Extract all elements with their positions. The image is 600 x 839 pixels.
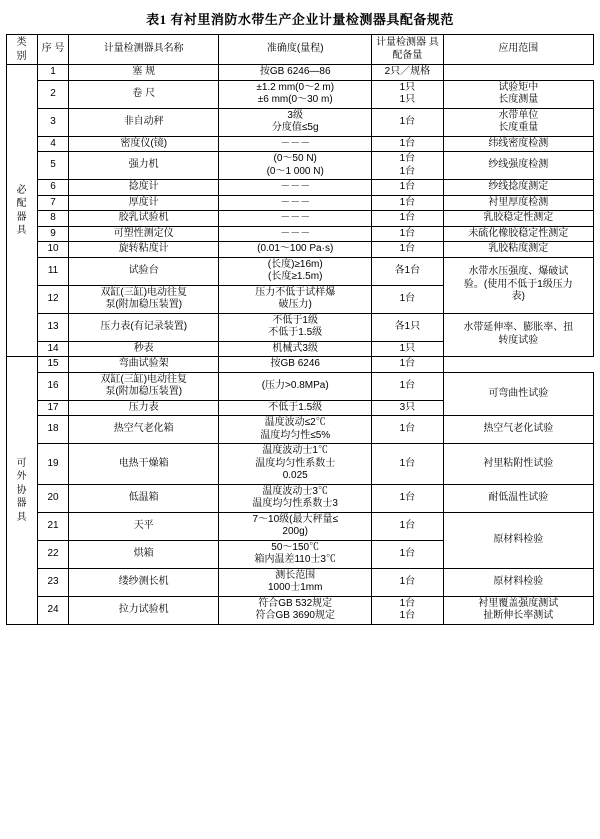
application-scope xyxy=(443,257,593,313)
column-header-category xyxy=(7,35,38,65)
row-number xyxy=(38,568,69,596)
table-row xyxy=(7,484,594,512)
instrument-name-line: 厚度计 xyxy=(128,196,159,208)
quantity xyxy=(372,568,444,596)
instrument-name-line: 电热干燥箱 xyxy=(118,457,169,469)
application-scope-line: 长度测量 xyxy=(498,94,539,105)
accuracy-range-line: (0～1 000 N) xyxy=(266,165,324,177)
quantity-line: 1台 xyxy=(399,379,416,391)
application-scope-line: 纱线强度检测 xyxy=(488,159,549,171)
accuracy-range-line: 7～10级(最大秤量≤ xyxy=(252,513,338,525)
instrument-name xyxy=(69,444,219,485)
application-scope-line: 扯断伸长率测试 xyxy=(483,610,554,621)
row-number xyxy=(38,540,69,568)
accuracy-range-line: (0～50 N) xyxy=(273,153,317,164)
specification-table xyxy=(6,34,594,625)
accuracy-range xyxy=(219,65,372,81)
instrument-name xyxy=(69,568,219,596)
row-number xyxy=(38,136,69,152)
instrument-name-line: 可塑性测定仪 xyxy=(113,227,174,239)
quantity-line: 1台 xyxy=(399,610,416,621)
application-scope-line: 未硫化橡胶稳定性测定 xyxy=(468,227,569,239)
quantity-line: 1台 xyxy=(399,165,416,177)
instrument-name-line: 胶乳试验机 xyxy=(118,212,169,223)
instrument-name-line: 秒表 xyxy=(133,342,154,354)
quantity-line: 1台 xyxy=(399,519,416,531)
row-number-line: 7 xyxy=(50,196,56,208)
instrument-name-line: 试验台 xyxy=(128,264,159,276)
quantity-line: 1台 xyxy=(399,597,416,609)
accuracy-range-line: 3级 xyxy=(287,109,303,121)
accuracy-range xyxy=(219,285,372,313)
accuracy-range xyxy=(219,568,372,596)
quantity-line: 1只 xyxy=(399,81,416,93)
application-scope-line: 验。(使用不低于1级压力 xyxy=(463,278,573,290)
table-row xyxy=(7,211,594,227)
instrument-name xyxy=(69,180,219,196)
accuracy-range-line: (长度)≥16m) xyxy=(267,258,323,270)
row-number-line: 14 xyxy=(47,342,59,354)
row-number-line: 24 xyxy=(47,603,59,615)
accuracy-range xyxy=(219,444,372,485)
accuracy-range-line: 符合GB 3690规定 xyxy=(255,610,335,621)
accuracy-range xyxy=(219,540,372,568)
application-scope xyxy=(443,80,593,108)
application-scope xyxy=(443,195,593,211)
row-number xyxy=(38,596,69,624)
accuracy-range-line: 0.025 xyxy=(282,470,308,481)
application-scope xyxy=(443,372,593,416)
accuracy-range-line: 1000士1mm xyxy=(267,582,323,593)
application-scope-line: 试验矩中 xyxy=(498,81,539,93)
application-scope-line: 水带水压强度、爆破试 xyxy=(468,266,569,278)
row-number xyxy=(38,257,69,285)
row-number xyxy=(38,226,69,242)
quantity-line: 1台 xyxy=(399,227,416,239)
quantity-line: 1台 xyxy=(399,292,416,304)
accuracy-range-line: 不低于1级 xyxy=(272,314,318,326)
instrument-name-line: 泵(附加稳压装置) xyxy=(105,299,183,310)
quantity xyxy=(372,211,444,227)
table-row xyxy=(7,195,594,211)
quantity xyxy=(372,80,444,108)
quantity-line: 1台 xyxy=(399,575,416,587)
application-scope-line: 可弯曲性试验 xyxy=(488,387,549,399)
row-number-line: 1 xyxy=(50,66,56,77)
category-char: 具 xyxy=(16,225,28,236)
instrument-name-line: 烘箱 xyxy=(133,547,154,559)
column-header-number-line1: 序 xyxy=(41,43,52,55)
application-scope-line: 原材料检验 xyxy=(493,575,544,587)
quantity xyxy=(372,242,444,258)
instrument-name-line: 拉力试验机 xyxy=(118,603,169,615)
row-number-line: 10 xyxy=(47,243,59,254)
instrument-name-line: 弯曲试验架 xyxy=(118,358,169,369)
instrument-name-line: 双缸(三缸)电动往复 xyxy=(100,373,188,385)
accuracy-range-line: (长度≥1.5m) xyxy=(268,271,323,282)
column-header-name: 计量检测器具名称 xyxy=(69,35,219,65)
quantity xyxy=(372,341,444,357)
category-char: 必 xyxy=(16,184,28,196)
row-number-line: 17 xyxy=(47,401,59,413)
category-cell xyxy=(7,65,38,357)
accuracy-range xyxy=(219,416,372,444)
accuracy-range-line: 机械式3级 xyxy=(272,342,318,354)
accuracy-range xyxy=(219,596,372,624)
table-row xyxy=(7,257,594,285)
table-row xyxy=(7,152,594,180)
category-char: 配 xyxy=(16,198,28,209)
instrument-name-line: 卷 尺 xyxy=(132,87,156,99)
column-header-number-line2: 号 xyxy=(54,43,65,55)
table-row xyxy=(7,226,594,242)
instrument-name xyxy=(69,80,219,108)
application-scope xyxy=(443,108,593,136)
row-number-line: 12 xyxy=(47,292,59,304)
accuracy-range xyxy=(219,341,372,357)
application-scope-line: 表) xyxy=(511,291,525,303)
quantity xyxy=(372,195,444,211)
application-scope-line: 转度试验 xyxy=(498,334,539,346)
accuracy-range-line: ±6 mm(0～30 m) xyxy=(257,94,333,105)
row-number xyxy=(38,372,69,400)
instrument-name xyxy=(69,540,219,568)
quantity xyxy=(372,226,444,242)
instrument-name xyxy=(69,596,219,624)
application-scope xyxy=(443,242,593,258)
row-number-line: 23 xyxy=(47,575,59,587)
quantity xyxy=(372,257,444,285)
row-number xyxy=(38,444,69,485)
accuracy-range-line: 200g) xyxy=(282,526,308,537)
accuracy-range xyxy=(219,484,372,512)
instrument-name-line: 压力表(有记录装置) xyxy=(100,320,188,332)
row-number xyxy=(38,211,69,227)
column-header-category-line1: 类 xyxy=(16,37,28,48)
accuracy-range-line: 温度波动士3℃ xyxy=(262,485,328,497)
row-number-line: 4 xyxy=(50,137,56,149)
table-row xyxy=(7,242,594,258)
row-number-line: 18 xyxy=(47,423,59,435)
quantity xyxy=(372,596,444,624)
row-number xyxy=(38,313,69,341)
instrument-name xyxy=(69,372,219,400)
column-header-accuracy: 准确度(量程) xyxy=(219,35,372,65)
row-number-line: 8 xyxy=(50,212,56,223)
instrument-name xyxy=(69,195,219,211)
quantity-line: 1台 xyxy=(399,358,416,369)
quantity-line: 3只 xyxy=(399,401,416,413)
row-number xyxy=(38,180,69,196)
instrument-name xyxy=(69,512,219,540)
application-scope xyxy=(443,512,593,568)
application-scope-line: 乳胶稳定性测定 xyxy=(483,212,554,223)
application-scope-line: 衬里粘附性试验 xyxy=(483,457,554,469)
column-header-number xyxy=(38,35,69,65)
category-char: 器 xyxy=(16,211,28,223)
accuracy-range-line: 温度均匀性系数士 xyxy=(255,457,336,469)
column-header-quantity-line1: 计量检测器 xyxy=(375,37,426,48)
application-scope xyxy=(443,568,593,596)
quantity xyxy=(372,540,444,568)
accuracy-range xyxy=(219,242,372,258)
row-number xyxy=(38,195,69,211)
row-number-line: 13 xyxy=(47,320,59,332)
quantity-line: 1台 xyxy=(399,243,416,254)
table-row xyxy=(7,80,594,108)
application-scope xyxy=(443,313,593,357)
quantity-line: 1台 xyxy=(399,137,416,149)
table-row xyxy=(7,136,594,152)
accuracy-range xyxy=(219,195,372,211)
quantity xyxy=(372,313,444,341)
table-row xyxy=(7,108,594,136)
column-header-quantity-line2: 具配备量 xyxy=(392,37,439,61)
application-scope xyxy=(443,180,593,196)
application-scope xyxy=(443,152,593,180)
row-number-line: 5 xyxy=(50,159,56,171)
quantity xyxy=(372,152,444,180)
application-scope-line: 热空气老化试验 xyxy=(483,423,554,435)
quantity-line: 1只 xyxy=(399,94,416,105)
application-scope-line: 耐低温性试验 xyxy=(488,491,549,503)
accuracy-range xyxy=(219,372,372,400)
accuracy-range-line: 测长范围 xyxy=(275,569,316,581)
quantity xyxy=(372,180,444,196)
accuracy-range-line: 温度波动士1℃ xyxy=(262,445,328,456)
category-char: 外 xyxy=(16,471,28,482)
row-number-line: 6 xyxy=(50,181,56,192)
table-row xyxy=(7,596,594,624)
quantity-line: 1只 xyxy=(399,342,416,354)
instrument-name-line: 塞 规 xyxy=(132,66,156,77)
application-scope-line: 长度重量 xyxy=(498,122,539,133)
page-title: 表1 有衬里消防水带生产企业计量检测器具配备规范 xyxy=(146,12,454,27)
quantity xyxy=(372,484,444,512)
instrument-name xyxy=(69,285,219,313)
quantity-line: 1台 xyxy=(399,115,416,127)
row-number xyxy=(38,484,69,512)
application-scope-line: 衬里厚度检测 xyxy=(488,196,549,208)
accuracy-range-line: 按GB 6246 xyxy=(270,358,320,369)
table-row xyxy=(7,313,594,341)
accuracy-range-line: (压力>0.8MPa) xyxy=(261,379,329,391)
table-row xyxy=(7,180,594,196)
row-number xyxy=(38,512,69,540)
instrument-name xyxy=(69,341,219,357)
table-row xyxy=(7,416,594,444)
accuracy-range-line: (0.01～100 Pa·s) xyxy=(257,243,334,254)
instrument-name-line: 低温箱 xyxy=(128,491,159,503)
accuracy-range-line: 箱内温差110士3℃ xyxy=(254,554,336,565)
quantity-line: 2只／规格 xyxy=(384,66,431,77)
accuracy-range-line: －－－ xyxy=(280,196,311,208)
application-scope xyxy=(443,484,593,512)
accuracy-range xyxy=(219,313,372,341)
instrument-name xyxy=(69,242,219,258)
quantity xyxy=(372,372,444,400)
instrument-name xyxy=(69,400,219,416)
column-header-quantity xyxy=(372,35,444,65)
instrument-name-line: 双缸(三缸)电动往复 xyxy=(100,286,188,298)
column-header-scope: 应用范围 xyxy=(443,35,593,65)
row-number xyxy=(38,416,69,444)
accuracy-range xyxy=(219,357,372,373)
row-number xyxy=(38,65,69,81)
accuracy-range-line: －－－ xyxy=(280,227,311,239)
application-scope-line: 原材料检验 xyxy=(493,533,544,545)
instrument-name-line: 压力表 xyxy=(128,401,159,413)
quantity-line: 1台 xyxy=(399,153,416,164)
quantity-line: 1台 xyxy=(399,491,416,503)
quantity-line: 1台 xyxy=(399,423,416,435)
quantity xyxy=(372,400,444,416)
accuracy-range-line: 压力不低于试样爆 xyxy=(255,286,336,298)
instrument-name xyxy=(69,357,219,373)
quantity xyxy=(372,65,444,81)
quantity-line: 各1台 xyxy=(394,264,421,276)
category-char: 协 xyxy=(16,484,28,496)
accuracy-range xyxy=(219,400,372,416)
row-number-line: 19 xyxy=(47,457,59,469)
row-number xyxy=(38,108,69,136)
application-scope xyxy=(443,136,593,152)
row-number xyxy=(38,357,69,373)
application-scope-line: 衬里覆盖强度测试 xyxy=(478,597,559,609)
quantity xyxy=(372,136,444,152)
instrument-name-line: 旋转粘度计 xyxy=(118,243,169,254)
row-number xyxy=(38,341,69,357)
category-char: 具 xyxy=(16,511,28,523)
instrument-name xyxy=(69,136,219,152)
quantity-line: 1台 xyxy=(399,196,416,208)
table-row xyxy=(7,357,594,373)
accuracy-range-line: －－－ xyxy=(280,181,311,192)
accuracy-range-line: 分度值≤5g xyxy=(271,122,319,133)
application-scope-line: 乳胶粘度测定 xyxy=(488,243,549,254)
row-number-line: 9 xyxy=(50,227,56,239)
application-scope-line: 水带延伸率、膨胀率、扭 xyxy=(463,322,574,334)
accuracy-range xyxy=(219,211,372,227)
application-scope xyxy=(443,596,593,624)
instrument-name-line: 天平 xyxy=(133,519,154,531)
instrument-name xyxy=(69,226,219,242)
instrument-name-line: 泵(附加稳压装置) xyxy=(105,386,183,397)
instrument-name xyxy=(69,484,219,512)
row-number-line: 15 xyxy=(47,358,59,369)
accuracy-range xyxy=(219,257,372,285)
instrument-name-line: 热空气老化箱 xyxy=(113,423,174,435)
accuracy-range-line: 温度波动≤2℃ xyxy=(264,417,326,428)
application-scope xyxy=(443,211,593,227)
instrument-name xyxy=(69,152,219,180)
accuracy-range-line: 50～150℃ xyxy=(271,541,320,553)
table-row xyxy=(7,444,594,485)
row-number-line: 21 xyxy=(47,519,59,531)
table-row xyxy=(7,372,594,400)
accuracy-range-line: 不低于1.5级 xyxy=(268,401,323,413)
row-number xyxy=(38,80,69,108)
category-char: 可 xyxy=(16,457,28,469)
accuracy-range-line: 符合GB 532规定 xyxy=(258,597,333,609)
quantity xyxy=(372,444,444,485)
application-scope xyxy=(443,444,593,485)
quantity xyxy=(372,108,444,136)
quantity-line: 1台 xyxy=(399,212,416,223)
instrument-name xyxy=(69,416,219,444)
table-row xyxy=(7,65,594,81)
quantity xyxy=(372,357,444,373)
quantity-line: 1台 xyxy=(399,457,416,469)
table-row xyxy=(7,568,594,596)
row-number-line: 2 xyxy=(50,87,56,99)
instrument-name xyxy=(69,211,219,227)
quantity-line: 1台 xyxy=(399,547,416,559)
row-number xyxy=(38,152,69,180)
instrument-name-line: 密度仪(镜) xyxy=(120,137,168,149)
accuracy-range-line: 温度均匀性系数士3 xyxy=(252,498,338,509)
accuracy-range-line: 温度均匀性≤5% xyxy=(260,429,331,441)
category-cell xyxy=(7,357,38,625)
application-scope-line: 水带单位 xyxy=(498,109,539,121)
instrument-name xyxy=(69,257,219,285)
quantity-line: 1台 xyxy=(399,181,416,192)
row-number xyxy=(38,242,69,258)
row-number-line: 11 xyxy=(47,264,59,276)
row-number-line: 22 xyxy=(47,547,59,559)
row-number xyxy=(38,285,69,313)
quantity xyxy=(372,512,444,540)
accuracy-range-line: 按GB 6246—86 xyxy=(259,66,331,77)
accuracy-range xyxy=(219,80,372,108)
instrument-name xyxy=(69,65,219,81)
instrument-name xyxy=(69,313,219,341)
accuracy-range-line: ±1.2 mm(0～2 m) xyxy=(256,81,335,93)
table-row xyxy=(7,512,594,540)
accuracy-range-line: －－－ xyxy=(280,137,311,149)
category-char: 器 xyxy=(16,498,28,509)
quantity xyxy=(372,285,444,313)
application-scope xyxy=(443,226,593,242)
instrument-name-line: 缕纱测长机 xyxy=(118,575,169,587)
accuracy-range xyxy=(219,180,372,196)
row-number xyxy=(38,400,69,416)
instrument-name-line: 非自动秤 xyxy=(123,115,164,127)
quantity xyxy=(372,416,444,444)
instrument-name-line: 捻度计 xyxy=(128,181,159,192)
accuracy-range xyxy=(219,136,372,152)
accuracy-range-line: －－－ xyxy=(280,212,311,223)
accuracy-range-line: 不低于1.5级 xyxy=(268,327,323,338)
row-number-line: 20 xyxy=(47,491,59,503)
application-scope xyxy=(443,416,593,444)
instrument-name xyxy=(69,108,219,136)
instrument-name-line: 强力机 xyxy=(128,159,159,171)
quantity-line: 各1只 xyxy=(394,320,421,332)
accuracy-range xyxy=(219,512,372,540)
application-scope-line: 纬线密度检测 xyxy=(488,137,549,149)
accuracy-range xyxy=(219,152,372,180)
accuracy-range-line: 破压力) xyxy=(278,299,312,310)
row-number-line: 16 xyxy=(47,379,59,391)
column-header-category-line2: 别 xyxy=(16,50,28,62)
table-header-row xyxy=(7,35,594,65)
accuracy-range xyxy=(219,108,372,136)
application-scope-line: 纱线捻度测定 xyxy=(488,181,549,192)
row-number-line: 3 xyxy=(50,115,56,127)
accuracy-range xyxy=(219,226,372,242)
